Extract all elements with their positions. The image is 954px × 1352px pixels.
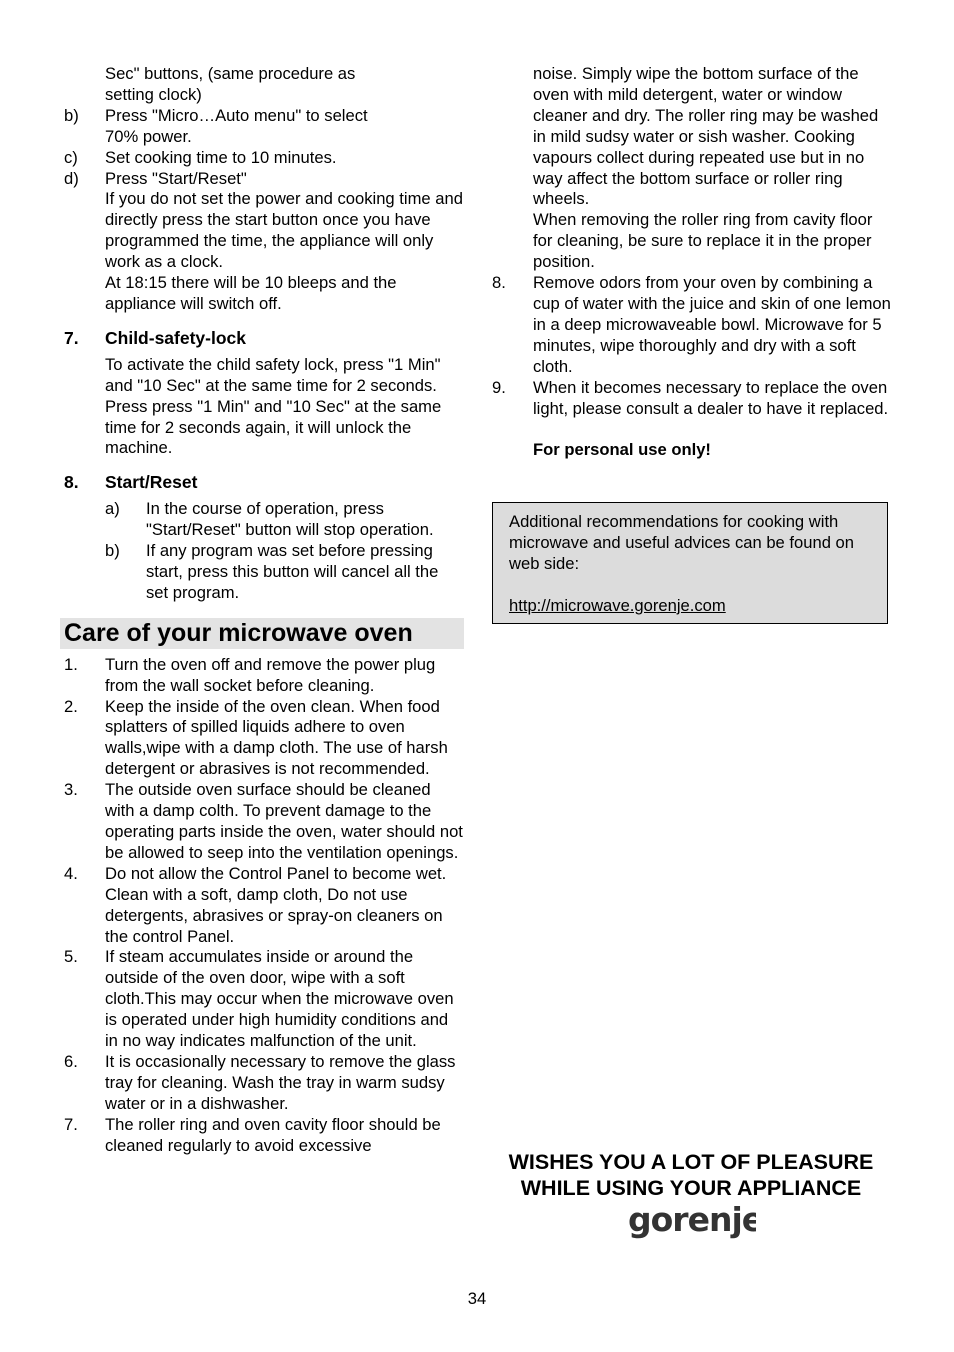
personal-use-note: For personal use only! — [533, 440, 711, 460]
wishes-line: WHILE USING YOUR APPLIANCE — [520, 1176, 862, 1200]
list-text: Keep the inside of the oven clean. When food splatters of spilled liquids adhere to oven walls,wipe with a damp cloth. The use of harsh detergent or abrasives is not recommended. — [105, 696, 448, 779]
left-column — [64, 64, 464, 1157]
section-heading-start-reset — [64, 472, 464, 493]
section-heading-child-safety — [64, 328, 464, 349]
list-item — [64, 864, 464, 948]
intro-continuation: Sec" buttons, (same procedure as setting clock) — [105, 64, 356, 104]
wishes-line: WISHES YOU A LOT OF PLEASURE — [508, 1150, 874, 1174]
list-text: Set cooking time to 10 minutes. — [105, 147, 337, 167]
list-text: The outside oven surface should be cleaned with a damp colth. To prevent damage to the operating parts inside the oven, water should not be allowed to seep into the ventilation openings. — [105, 780, 463, 862]
spacer — [509, 575, 871, 596]
list-marker: 3. — [64, 780, 78, 800]
website-link[interactable]: http://microwave.gorenje.com — [509, 595, 726, 615]
list-item — [492, 378, 892, 420]
list-item — [64, 780, 464, 864]
list-text: Press "Start/Reset" — [105, 168, 247, 188]
section-number: 8. — [64, 472, 79, 493]
list-text: Do not allow the Control Panel to become wet. Clean with a soft, damp cloth, Do not use detergents, abrasives or spray-on cleaners on the control Panel. — [105, 863, 447, 946]
list-item — [64, 1115, 464, 1157]
svg-text:gorenje: gorenje — [628, 1200, 756, 1239]
list-item — [64, 697, 464, 781]
list-item — [105, 541, 464, 604]
closing-wishes — [492, 1149, 890, 1201]
paragraph: noise. Simply wipe the bottom surface of the oven with mild detergent, water or window cleaner and dry. The roller ring may be washed in mild sudsy water or sish washer. Cooking vapours collect during repeated use but in no way affect the bottom surface or roller ring wheels. — [533, 64, 879, 209]
list-marker: 6. — [64, 1051, 78, 1071]
list-text: When it becomes necessary to replace the oven light, please consult a dealer to have it replaced. — [533, 377, 889, 418]
list-text: Remove odors from your oven by combining a cup of water with the juice and skin of one lemon in a deep microwaveable bowl. Microwave for 5 minutes, wipe thoroughly and dry with a soft cloth. — [533, 273, 891, 376]
list-item — [64, 947, 464, 1052]
gorenje-logo — [626, 1199, 756, 1249]
section-title: Start/Reset — [105, 472, 198, 493]
note-text: Additional recommendations for cooking with microwave and useful advices can be found on web side: — [509, 512, 854, 573]
paragraph: Press press "1 Min" and "10 Sec" at the same time for 2 seconds again, it will unlock the machine. — [105, 396, 442, 458]
section-number: 7. — [64, 327, 79, 348]
list-item — [64, 106, 464, 148]
list-marker: 4. — [64, 863, 78, 883]
list-marker: 8. — [492, 273, 506, 293]
paragraph: At 18:15 there will be 10 bleeps and the appliance will switch off. — [105, 273, 397, 313]
section-title: Child-safety-lock — [105, 327, 246, 348]
list-text: If steam accumulates inside or around the outside of the oven door, wipe with a soft cloth.This may occur when the microwave oven is operated under high humidity conditions and in no way indicates malfunction of the unit. — [105, 947, 454, 1051]
care-heading-text: Care of your microwave oven — [64, 618, 413, 647]
list-item — [64, 1052, 464, 1115]
list-item — [64, 169, 464, 190]
list-marker: a) — [105, 499, 120, 519]
list-text: If any program was set before pressing start, press this button will cancel all the set program. — [146, 541, 439, 602]
paragraph: To activate the child safety lock, press "1 Min" and "10 Sec" at the same time for 2 seconds. — [105, 354, 441, 395]
list-text: In the course of operation, press "Start/Reset" button will stop operation. — [146, 499, 434, 540]
web-recommendation-box — [492, 502, 888, 624]
right-column — [492, 64, 892, 461]
list-item — [492, 273, 892, 378]
list-marker: d) — [64, 168, 79, 188]
list-marker: c) — [64, 147, 78, 167]
paragraph: If you do not set the power and cooking time and directly press the start button once you have programmed the time, the appliance will only work as a clock. — [105, 189, 463, 272]
list-marker: 1. — [64, 654, 78, 674]
list-marker: 7. — [64, 1114, 78, 1134]
list-marker: b) — [105, 541, 120, 561]
gorenje-logo-graphic — [626, 1199, 756, 1243]
list-marker: 9. — [492, 377, 506, 397]
list-item — [64, 148, 464, 169]
list-marker: 2. — [64, 696, 78, 716]
paragraph: When removing the roller ring from cavity floor for cleaning, be sure to replace it in the proper position. — [533, 210, 873, 272]
list-item — [64, 655, 464, 697]
care-section-heading — [60, 618, 464, 649]
list-item — [105, 499, 464, 541]
list-text: It is occasionally necessary to remove the glass tray for cleaning. Wash the tray in warm sudsy water or in a dishwasher. — [105, 1051, 456, 1113]
list-text: Press "Micro…Auto menu" to select 70% power. — [105, 105, 368, 146]
list-marker: 5. — [64, 947, 78, 967]
list-text: The roller ring and oven cavity floor should be cleaned regularly to avoid excessive — [105, 1114, 441, 1155]
page-number: 34 — [467, 1289, 487, 1308]
list-marker: b) — [64, 105, 79, 125]
list-text: Turn the oven off and remove the power plug from the wall socket before cleaning. — [105, 654, 436, 695]
